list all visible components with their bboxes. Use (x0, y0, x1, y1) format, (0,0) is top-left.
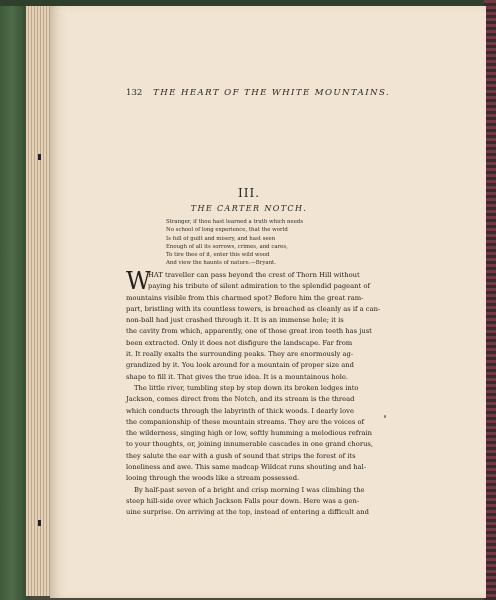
page-speck (384, 415, 386, 418)
drop-cap: W (126, 267, 151, 295)
text-line: they salute the ear with a gush of sound that strips the forest of its (126, 451, 356, 460)
text-line: looing through the woods like a stream possessed. (126, 474, 300, 483)
epigraph (166, 218, 376, 268)
text-line: the cavity from which, apparently, one of those great iron teeth has just (126, 327, 372, 336)
text-line: been extracted. Only it does not disfigure the landscape. Far from (126, 338, 353, 347)
epigraph-line: And view the haunts of nature.—Bryant. (166, 260, 276, 267)
text-line: part, bristling with its countless towers, is breached as cleanly as if a can- (126, 304, 381, 313)
text-line: which conducts through the labyrinth of thick woods. I dearly love (126, 406, 354, 415)
text-line: grandized by it. You look around for a mountain of proper size and (126, 361, 354, 370)
epigraph-line: To tire thee of it, enter this wild wood (166, 252, 270, 259)
text-line: it. It really exalts the surrounding peaks. They are enormously ag- (126, 350, 354, 359)
binding-mark (38, 154, 41, 160)
chapter-title: THE CARTER NOTCH. (190, 204, 308, 213)
text-line: non-ball had just crashed through it. It is an immense hole; it is (126, 316, 344, 325)
text-line: The little river, tumbling step by step down its broken ledges into (134, 383, 359, 392)
running-header (126, 88, 391, 98)
body-text (126, 267, 381, 519)
running-title: THE HEART OF THE WHITE MOUNTAINS. (153, 88, 391, 98)
text-line: Jackson, comes direct from the Notch, and its stream is the thread (126, 395, 355, 404)
text-line: the companionship of these mountain streams. They are the voices of (126, 417, 365, 426)
text-line: uine surprise. On arriving at the top, instead of entering a difficult and (126, 508, 369, 517)
text-line: HAT traveller can pass beyond the crest of Thorn Hill without (148, 271, 360, 279)
text-line: By half-past seven of a bright and crisp morning I was climbing the (134, 485, 365, 494)
text-line: shape to fill it. That gives the true idea. It is a mountainous hole. (126, 372, 348, 381)
text-line: mountains visible from this charmed spot? Before him the great ram- (126, 293, 364, 302)
text-line: paying his tribute of silent admiration to the splendid pageant of (148, 282, 370, 291)
epigraph-line: Enough of all its sorrows, crimes, and cares, (166, 243, 288, 250)
text-line: steep hill-side over which Jackson Falls pour down. Here was a gen- (126, 496, 360, 505)
epigraph-line: Stranger, if thou hast learned a truth which needs (166, 219, 304, 225)
epigraph-line: Is full of guilt and misery, and hast seen (166, 235, 276, 242)
binding-mark (38, 520, 41, 526)
text-line: the wilderness, singing high or low, softly humming a melodious refrain (126, 429, 372, 438)
text-line: loneliness and awe. This same madcap Wildcat runs shouting and hal- (126, 463, 367, 472)
text-line: to your thoughts, or, joining innumerable cascades in one grand chorus, (126, 440, 374, 449)
page-number: 132 (126, 88, 143, 98)
epigraph-line: No school of long experience, that the world (166, 227, 288, 234)
chapter-number: III. (237, 186, 261, 200)
